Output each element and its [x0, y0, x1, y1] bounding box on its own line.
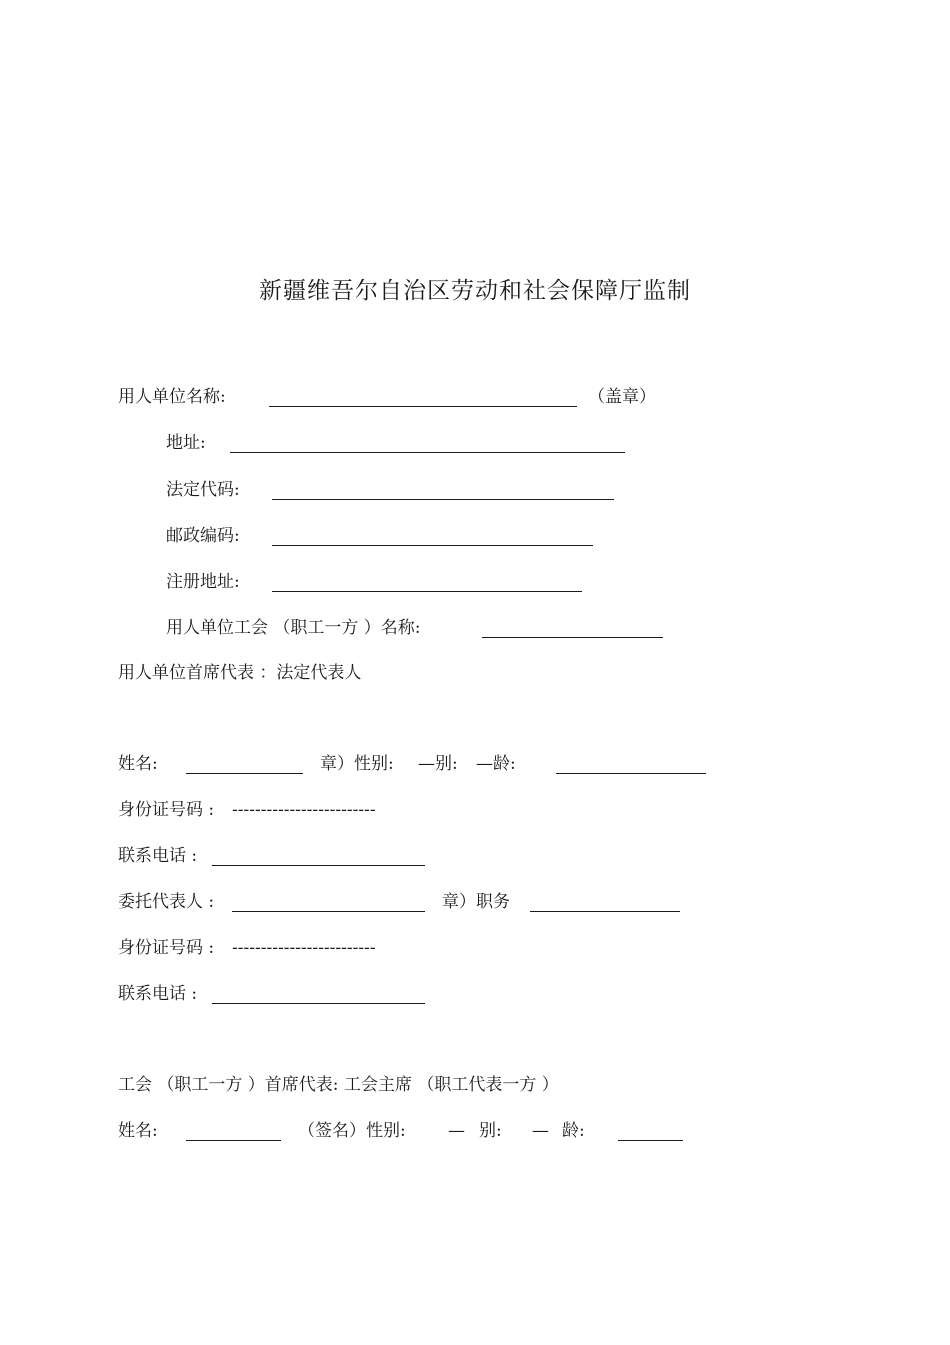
registered-address-row	[166, 569, 636, 595]
delegate-row	[118, 889, 718, 915]
union-rep-dash-2: —	[532, 1121, 549, 1141]
union-rep-age-field[interactable]	[618, 1140, 683, 1141]
rep-phone-field[interactable]	[212, 865, 425, 866]
rep-id-row	[118, 797, 518, 823]
delegate-id-label: 身份证号码 :	[118, 938, 215, 958]
rep-name-field[interactable]	[186, 773, 303, 774]
rep-seal-gender-label: 章）性别:	[320, 754, 394, 774]
address-label: 地址:	[166, 433, 206, 453]
union-rep-sign-label: （签名）性别:	[298, 1121, 406, 1141]
postal-code-label: 邮政编码:	[166, 526, 240, 546]
delegate-id-field[interactable]: -------------------------	[232, 938, 376, 958]
address-row	[166, 430, 636, 456]
union-rep-heading: 工会 （职工一方 ）首席代表: 工会主席 （职工代表一方 ）	[118, 1075, 559, 1095]
address-field[interactable]	[230, 452, 625, 453]
seal-label: （盖章）	[588, 387, 656, 407]
union-name-field[interactable]	[482, 637, 663, 638]
employer-name-field[interactable]	[269, 406, 577, 407]
union-rep-name-field[interactable]	[186, 1140, 281, 1141]
legal-code-label: 法定代码:	[166, 480, 240, 500]
delegate-phone-label: 联系电话 :	[118, 984, 198, 1004]
rep-bie-label: —别:	[418, 754, 458, 774]
union-rep-bie-label: 别:	[479, 1121, 502, 1141]
union-rep-age-label: 龄:	[562, 1121, 585, 1141]
registered-address-field[interactable]	[272, 591, 582, 592]
legal-code-row	[166, 477, 636, 503]
rep-phone-label: 联系电话 :	[118, 846, 198, 866]
delegate-name-field[interactable]	[232, 911, 425, 912]
union-rep-name-row	[118, 1118, 718, 1144]
page-title: 新疆维吾尔自治区劳动和社会保障厅监制	[259, 278, 691, 304]
delegate-phone-row	[118, 981, 518, 1007]
employer-name-row	[118, 384, 718, 410]
union-rep-name-label: 姓名:	[118, 1121, 158, 1141]
rep-age-label: —龄:	[476, 754, 516, 774]
rep-age-field[interactable]	[556, 773, 706, 774]
delegate-title-field[interactable]	[530, 911, 680, 912]
delegate-seal-title-label: 章）职务	[442, 892, 510, 912]
employer-name-label: 用人单位名称:	[118, 387, 226, 407]
rep-name-label: 姓名:	[118, 754, 158, 774]
postal-code-field[interactable]	[272, 545, 593, 546]
legal-code-field[interactable]	[272, 499, 614, 500]
rep-id-field[interactable]: -------------------------	[232, 800, 376, 820]
union-name-label: 用人单位工会 （职工一方 ）名称:	[166, 618, 421, 638]
delegate-label: 委托代表人 :	[118, 892, 215, 912]
rep-id-label: 身份证号码 :	[118, 800, 215, 820]
rep-phone-row	[118, 843, 518, 869]
delegate-id-row	[118, 935, 518, 961]
union-name-row	[166, 615, 686, 641]
rep-name-row	[118, 751, 738, 777]
postal-code-row	[166, 523, 636, 549]
employer-rep-heading: 用人单位首席代表 ：法定代表人	[118, 663, 362, 683]
registered-address-label: 注册地址:	[166, 572, 240, 592]
delegate-phone-field[interactable]	[212, 1003, 425, 1004]
union-rep-dash-1: —	[448, 1121, 465, 1141]
